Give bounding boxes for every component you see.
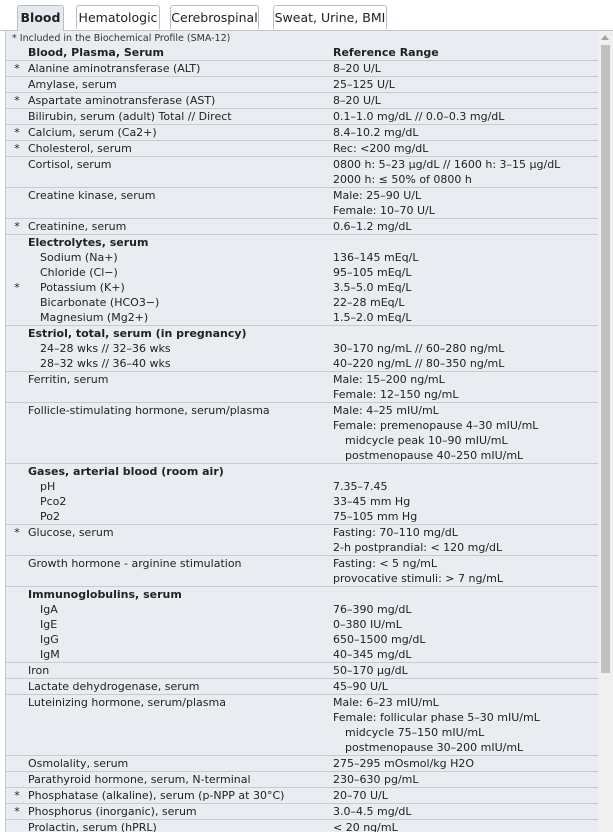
test-name-cell (28, 663, 333, 678)
table-row (6, 556, 599, 587)
reference-range-cell (333, 788, 599, 803)
sma12-marker: * (14, 126, 20, 139)
test-name: Cortisol, serum (28, 158, 112, 171)
table-row (6, 525, 599, 556)
reference-range: 3.0–4.5 mg/dL (333, 805, 412, 818)
reference-range: Male: 6–23 mIU/mL (333, 696, 439, 709)
column-header-test: Blood, Plasma, Serum (28, 46, 164, 59)
reference-range: 0.1–1.0 mg/dL // 0.0–0.3 mg/dL (333, 110, 505, 123)
test-name-cell (28, 93, 333, 108)
table-note: * Included in the Biochemical Profile (SMA-12) (12, 33, 231, 44)
reference-range: 0–380 IU/mL (333, 618, 402, 631)
reference-range: Female: follicular phase 5–30 mIU/mL (333, 711, 540, 724)
test-name: Growth hormone - arginine stimulation (28, 557, 242, 570)
reference-range: 0.6–1.2 mg/dL (333, 220, 412, 233)
test-name (28, 571, 333, 586)
reference-range: postmenopause 40–250 mIU/mL (345, 449, 524, 462)
reference-range: 8–20 U/L (333, 94, 381, 107)
test-name-cell (28, 326, 333, 371)
reference-range: 230–630 pg/mL (333, 773, 419, 786)
reference-range: 33–45 mm Hg (333, 495, 411, 508)
reference-range: 8.4–10.2 mg/dL (333, 126, 419, 139)
vertical-scrollbar[interactable] (598, 31, 613, 832)
table-row (6, 61, 599, 77)
table-row (6, 125, 599, 141)
tab-cerebrospinal[interactable]: Cerebrospinal (170, 5, 259, 29)
test-name: Pco2 (40, 495, 67, 508)
reference-table-panel (5, 31, 599, 832)
reference-range-cell (333, 188, 599, 218)
column-header-range: Reference Range (333, 46, 439, 59)
reference-range: 50–170 µg/dL (333, 664, 408, 677)
tab-blood[interactable]: Blood (17, 5, 64, 31)
test-name: IgA (40, 603, 58, 616)
table-row (6, 372, 599, 403)
sma12-marker (6, 772, 28, 787)
test-name: 28–32 wks // 36–40 wks (40, 357, 171, 370)
reference-range-cell (333, 141, 599, 156)
test-name: Alanine aminotransferase (ALT) (28, 62, 201, 75)
reference-range: midcycle 75–150 mIU/mL (345, 726, 485, 739)
table-row (6, 188, 599, 219)
table-row (6, 679, 599, 695)
reference-range: Male: 15–200 ng/mL (333, 373, 445, 386)
reference-range: 1.5–2.0 mEq/L (333, 311, 412, 324)
test-name: Phosphatase (alkaline), serum (p-NPP at 30°C) (28, 789, 285, 802)
test-name: Immunoglobulins, serum (28, 588, 182, 601)
sma12-marker (6, 403, 28, 463)
table-row (6, 326, 599, 372)
reference-range: provocative stimuli: > 7 ng/mL (333, 572, 503, 585)
test-name-cell (28, 219, 333, 234)
reference-range-cell (333, 679, 599, 694)
reference-range (333, 235, 599, 250)
test-name-cell (28, 587, 333, 662)
reference-range-cell (333, 109, 599, 124)
test-name: IgM (40, 648, 60, 661)
reference-range-cell (333, 93, 599, 108)
reference-range: Fasting: < 5 ng/mL (333, 557, 438, 570)
test-name-cell (28, 141, 333, 156)
reference-range-cell (333, 464, 599, 524)
test-name: Gases, arterial blood (room air) (28, 465, 224, 478)
test-name (28, 433, 333, 448)
reference-range-cell (333, 663, 599, 678)
reference-range: 275–295 mOsmol/kg H2O (333, 757, 475, 770)
table-row (6, 820, 599, 832)
reference-range: 75–105 mm Hg (333, 510, 418, 523)
test-name-cell (28, 556, 333, 586)
table-row (6, 109, 599, 125)
table-row (6, 464, 599, 525)
reference-range (333, 464, 599, 479)
test-name: Phosphorus (inorganic), serum (28, 805, 197, 818)
test-name: Iron (28, 664, 50, 677)
sma12-marker: * (14, 142, 20, 155)
test-name: Cholesterol, serum (28, 142, 132, 155)
test-name: Parathyroid hormone, serum, N-terminal (28, 773, 251, 786)
reference-range: 40–345 mg/dL (333, 648, 412, 661)
reference-range-cell (333, 235, 599, 325)
test-name-cell (28, 695, 333, 755)
scroll-up-icon[interactable] (601, 35, 609, 40)
reference-range: Female: premenopause 4–30 mIU/mL (333, 419, 539, 432)
reference-range: 76–390 mg/dL (333, 603, 412, 616)
reference-range-cell (333, 219, 599, 234)
reference-range: 45–90 U/L (333, 680, 388, 693)
sma12-marker: * (14, 62, 20, 75)
reference-range-cell (333, 403, 599, 463)
sma12-marker (6, 556, 28, 586)
test-name: Aspartate aminotransferase (AST) (28, 94, 216, 107)
test-name (28, 710, 333, 725)
test-name-cell (28, 679, 333, 694)
test-name-cell (28, 788, 333, 803)
test-name: Sodium (Na+) (40, 251, 118, 264)
test-name: Calcium, serum (Ca2+) (28, 126, 157, 139)
sma12-marker: * (14, 94, 20, 107)
test-name-cell (28, 61, 333, 76)
test-name: Magnesium (Mg2+) (40, 311, 149, 324)
test-name-cell (28, 772, 333, 787)
table-row (6, 663, 599, 679)
reference-range: Female: 10–70 U/L (333, 204, 435, 217)
test-name: Follicle-stimulating hormone, serum/plasma (28, 404, 270, 417)
test-name-cell (28, 157, 333, 187)
test-name-cell (28, 372, 333, 402)
sma12-marker (6, 188, 28, 218)
sma12-marker (6, 77, 28, 92)
test-name (28, 740, 333, 755)
test-name: Chloride (Cl−) (40, 266, 118, 279)
table-row (6, 77, 599, 93)
sma12-marker (6, 464, 28, 524)
test-name: Bicarbonate (HCO3−) (40, 296, 160, 309)
reference-range-cell (333, 820, 599, 832)
tab-sweat-urine-bmi[interactable]: Sweat, Urine, BMI (273, 5, 387, 29)
reference-range: midcycle peak 10–90 mIU/mL (345, 434, 508, 447)
table-row (6, 772, 599, 788)
test-name: Luteinizing hormone, serum/plasma (28, 696, 226, 709)
table-row (6, 219, 599, 235)
test-name-cell (28, 804, 333, 819)
test-name: Osmolality, serum (28, 757, 129, 770)
table-row (6, 403, 599, 464)
sma12-marker (6, 820, 28, 832)
sma12-marker (6, 679, 28, 694)
reference-table-body (6, 61, 599, 832)
table-row (6, 804, 599, 820)
reference-range: 30–170 ng/mL // 60–280 ng/mL (333, 342, 505, 355)
test-name (28, 387, 333, 402)
sma12-marker (6, 587, 28, 662)
reference-range: 2-h postprandial: < 120 mg/dL (333, 541, 503, 554)
reference-range: Male: 4–25 mIU/mL (333, 404, 439, 417)
test-name-cell (28, 464, 333, 524)
test-name: Estriol, total, serum (in pregnancy) (28, 327, 247, 340)
table-header (6, 45, 599, 61)
reference-range-cell (333, 756, 599, 771)
table-row (6, 695, 599, 756)
test-name-cell (28, 188, 333, 218)
sma12-marker: * (14, 526, 20, 539)
test-name: Glucose, serum (28, 526, 114, 539)
test-name: Creatinine, serum (28, 220, 127, 233)
reference-range: 22–28 mEq/L (333, 296, 405, 309)
table-row (6, 756, 599, 772)
table-row (6, 587, 599, 663)
sma12-marker (6, 372, 28, 402)
test-name: IgE (40, 618, 58, 631)
test-name-cell (28, 525, 333, 555)
reference-range: 20–70 U/L (333, 789, 388, 802)
table-row (6, 788, 599, 804)
test-name: Prolactin, serum (hPRL) (28, 821, 157, 832)
test-name: Creatine kinase, serum (28, 189, 156, 202)
test-name-cell (28, 403, 333, 463)
test-name-cell (28, 235, 333, 325)
test-name: Ferritin, serum (28, 373, 109, 386)
reference-range: 650–1500 mg/dL (333, 633, 426, 646)
reference-range-cell (333, 326, 599, 371)
tab-hematologic[interactable]: Hematologic (76, 5, 160, 29)
tab-bar (0, 0, 613, 31)
reference-range: Fasting: 70–110 mg/dL (333, 526, 458, 539)
reference-range: Female: 12–150 ng/mL (333, 388, 459, 401)
test-name (28, 418, 333, 433)
reference-range-cell (333, 695, 599, 755)
test-name: Potassium (K+) (40, 281, 125, 294)
test-name: Bilirubin, serum (adult) Total // Direct (28, 110, 232, 123)
table-row (6, 141, 599, 157)
sma12-marker: * (14, 789, 20, 802)
reference-range (333, 326, 599, 341)
table-row (6, 93, 599, 109)
reference-range: 136–145 mEq/L (333, 251, 419, 264)
sma12-marker: * (14, 805, 20, 818)
table-row (6, 157, 599, 188)
test-name (28, 725, 333, 740)
reference-range: 7.35–7.45 (333, 480, 388, 493)
reference-range-cell (333, 525, 599, 555)
test-name: IgG (40, 633, 59, 646)
reference-range: 25–125 U/L (333, 78, 395, 91)
reference-range-cell (333, 804, 599, 819)
test-name-cell (28, 820, 333, 832)
reference-range-cell (333, 77, 599, 92)
reference-range-cell (333, 556, 599, 586)
reference-range: 95–105 mEq/L (333, 266, 412, 279)
reference-range-cell (333, 157, 599, 187)
sma12-marker (6, 326, 28, 371)
reference-range: 2000 h: ≤ 50% of 0800 h (333, 173, 472, 186)
reference-range-cell (333, 772, 599, 787)
test-name: pH (40, 480, 56, 493)
test-name (28, 203, 333, 218)
scrollbar-thumb[interactable] (601, 45, 610, 673)
reference-range: postmenopause 30–200 mIU/mL (345, 741, 524, 754)
test-name-cell (28, 125, 333, 140)
sma12-marker (6, 756, 28, 771)
sma12-marker (6, 663, 28, 678)
sma12-marker: * (14, 220, 20, 233)
reference-range: 0800 h: 5–23 µg/dL // 1600 h: 3–15 µg/dL (333, 158, 561, 171)
reference-range: Rec: <200 mg/dL (333, 142, 429, 155)
sma12-marker (6, 109, 28, 124)
test-name (28, 540, 333, 555)
reference-range: Male: 25–90 U/L (333, 189, 422, 202)
test-name (28, 448, 333, 463)
reference-range-cell (333, 372, 599, 402)
reference-range (333, 587, 599, 602)
test-name-cell (28, 77, 333, 92)
reference-range: 8–20 U/L (333, 62, 381, 75)
sma12-marker: * (14, 281, 20, 294)
test-name-cell (28, 756, 333, 771)
test-name: 24–28 wks // 32–36 wks (40, 342, 171, 355)
reference-range-cell (333, 587, 599, 662)
reference-range-cell (333, 61, 599, 76)
reference-range-cell (333, 125, 599, 140)
reference-range: < 20 ng/mL (333, 821, 398, 832)
test-name: Electrolytes, serum (28, 236, 149, 249)
reference-range: 3.5–5.0 mEq/L (333, 281, 412, 294)
test-name-cell (28, 109, 333, 124)
test-name: Po2 (40, 510, 60, 523)
sma12-marker (6, 157, 28, 187)
table-row (6, 235, 599, 326)
sma12-marker (6, 695, 28, 755)
test-name (28, 172, 333, 187)
test-name: Amylase, serum (28, 78, 117, 91)
reference-range: 40–220 ng/mL // 80–350 ng/mL (333, 357, 505, 370)
test-name: Lactate dehydrogenase, serum (28, 680, 200, 693)
